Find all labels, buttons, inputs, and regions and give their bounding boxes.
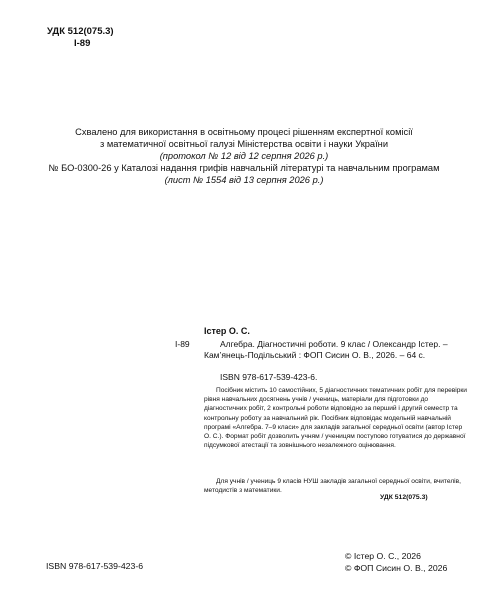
record-author-code: І-89 <box>175 339 190 349</box>
record-author: Істер О. С. <box>204 326 250 336</box>
udk-header <box>47 26 114 50</box>
record-description: Алгебра. Діагностичні роботи. 9 клас / Олександр Істер. – Кам’янець-Подільський : ФОП Сисин О. В., 2026. – 64 с. <box>204 339 448 360</box>
record-audience: Для учнів / учениць 9 класів НУШ закладів загальної середньої освіти, вчителів, методистів з математики. <box>204 478 461 495</box>
protocol-line: (протокол № 12 від 12 серпня 2026 р.) <box>159 151 329 161</box>
approval-line-2: з математичної освітньої галузі Міністерства освіти і науки України <box>99 139 389 149</box>
copyright-publisher: © ФОП Сисин О. В., 2026 <box>345 563 448 573</box>
record-udk: УДК 512(075.3) <box>380 494 428 501</box>
record-annotation: Посібник містить 10 самостійних, 5 діагностичних тематичних робіт для перевірки рівня навчальних досягнень учнів / учениць, матеріали для підготовки до діагностичних робіт, 2 контрольні роботи відповідно за перший і другий семестр та контрольну роботу за навчальний рік. Посібник відповідає модельній навчальній програмі «Алгебра. 7–9 класи» для закладів загальної середньої освіти (автор Істер О. С.). Формат робіт дозволить учням / ученицям поступово готуватися до державної підсумкової атестації та зовнішнього незалежного оцінювання. <box>204 387 467 450</box>
copyright-block <box>345 550 447 574</box>
footer-isbn: ISBN 978-617-539-423-6 <box>46 561 144 571</box>
catalog-line: № БО-0300-26 у Каталозі надання грифів навчальній літературі та навчальним програмам <box>48 163 440 173</box>
author-code: І-89 <box>74 38 91 49</box>
record-isbn: ISBN 978-617-539-423-6. <box>220 372 318 382</box>
udk-number: УДК 512(075.3) <box>47 26 114 37</box>
approval-line-1: Схвалено для використання в освітньому процесі рішенням експертної комісії <box>75 127 413 137</box>
approval-notice <box>20 126 468 186</box>
letter-line: (лист № 1554 від 13 серпня 2026 р.) <box>164 175 324 185</box>
copyright-author: © Істер О. С., 2026 <box>345 551 421 561</box>
